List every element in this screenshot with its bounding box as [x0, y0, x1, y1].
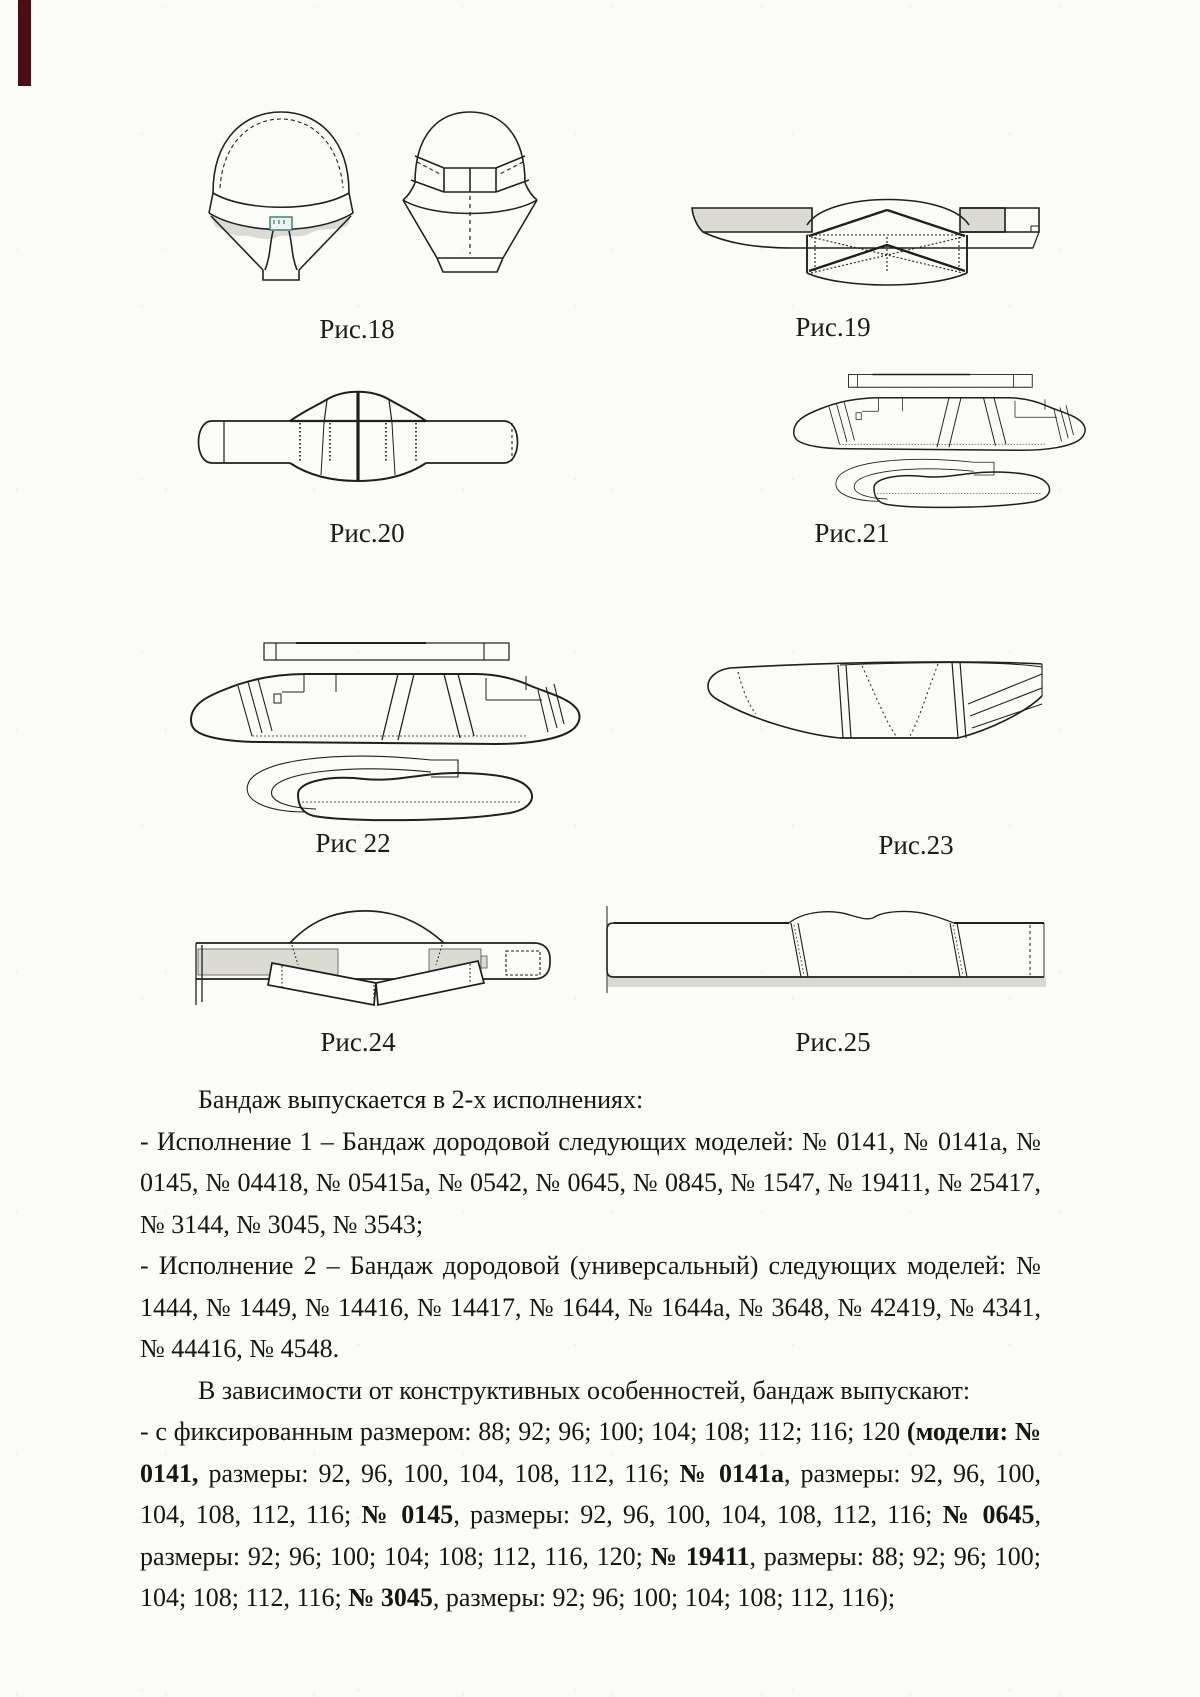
paragraph-edition-1-models: [140, 1121, 1041, 1246]
fig21-caption: Рис.21: [814, 518, 890, 548]
text-segment: - Исполнение 1 – Бандаж дородовой следующих моделей: № 0141, № 0141а, № 0145, № 04418, № 05415а, № 0542, № 0645, № 0845, № 1547, № 19411, № 25417, № 3144, № 3045, № 3543;: [140, 1126, 1041, 1239]
fig24-caption: Рис.24: [320, 1027, 396, 1057]
scan-artifact-red-strip: [18, 0, 31, 86]
text-segment: - Исполнение 2 – Бандаж дородовой (универсальный) следующих моделей: № 1444, № 1449, № 14416, № 14417, № 1644, № 1644а, № 3648, № 42419, № 4341, № 44416, № 4548.: [140, 1251, 1041, 1363]
paragraph-construction-intro: [140, 1370, 1041, 1412]
text-segment: , размеры: 92, 96, 100, 104, 108, 112, 116;: [453, 1500, 943, 1529]
text-segment: - с фиксированным размером: 88; 92; 96; 100; 104; 108; 112; 116; 120: [140, 1417, 907, 1446]
text-segment: № 0645: [942, 1500, 1035, 1529]
fig21-drawing: [790, 366, 1090, 509]
text-segment: , размеры: 88; 92; 96; 100; 104; 108; 112, 116;: [140, 1541, 1041, 1612]
text-segment: , размеры: 92; 96; 100; 104; 108; 112, 116);: [432, 1583, 896, 1612]
fig23-caption: Рис.23: [878, 830, 954, 860]
text-segment: № 19411: [650, 1541, 750, 1571]
paragraph-edition-2-models: [140, 1245, 1041, 1370]
fig18-drawing: [193, 98, 541, 298]
text-segment: В зависимости от конструктивных особенностей, бандаж выпускают:: [198, 1375, 971, 1405]
fig22-drawing: [186, 632, 586, 822]
text-segment: Бандаж выпускается в 2-х исполнениях:: [198, 1085, 644, 1114]
fig22-caption: Рис 22: [315, 828, 391, 858]
text-segment: , размеры: 92, 96, 100, 104, 108, 112, 116;: [140, 1458, 1041, 1529]
fig19-caption: Рис.19: [795, 312, 871, 342]
text-segment: размеры: 92, 96, 100, 104, 108, 112, 116;: [198, 1458, 680, 1488]
body-text: [140, 1079, 1041, 1619]
fig19-drawing: [633, 173, 1043, 293]
fig24-drawing: [186, 903, 558, 1008]
fig20-caption: Рис.20: [329, 518, 405, 548]
fig25-drawing: [592, 898, 1052, 998]
paragraph-fixed-sizes: [140, 1411, 1041, 1619]
fig18-back-view: [403, 112, 537, 272]
fig25-caption: Рис.25: [795, 1027, 871, 1057]
text-segment: , размеры: 92; 96; 100; 104; 108; 112, 116, 120;: [140, 1500, 1041, 1571]
text-segment: № 0141а: [679, 1458, 785, 1488]
text-segment: № 0145: [361, 1500, 454, 1529]
fig18-front-view: [209, 112, 353, 280]
fig20-drawing: [178, 383, 538, 488]
paragraph-editions-intro: [140, 1079, 1041, 1121]
text-segment: (модели: № 0141,: [140, 1417, 1041, 1488]
text-segment: № 3045: [348, 1583, 433, 1612]
fig18-caption: Рис.18: [319, 314, 395, 344]
fig23-drawing: [690, 652, 1050, 752]
